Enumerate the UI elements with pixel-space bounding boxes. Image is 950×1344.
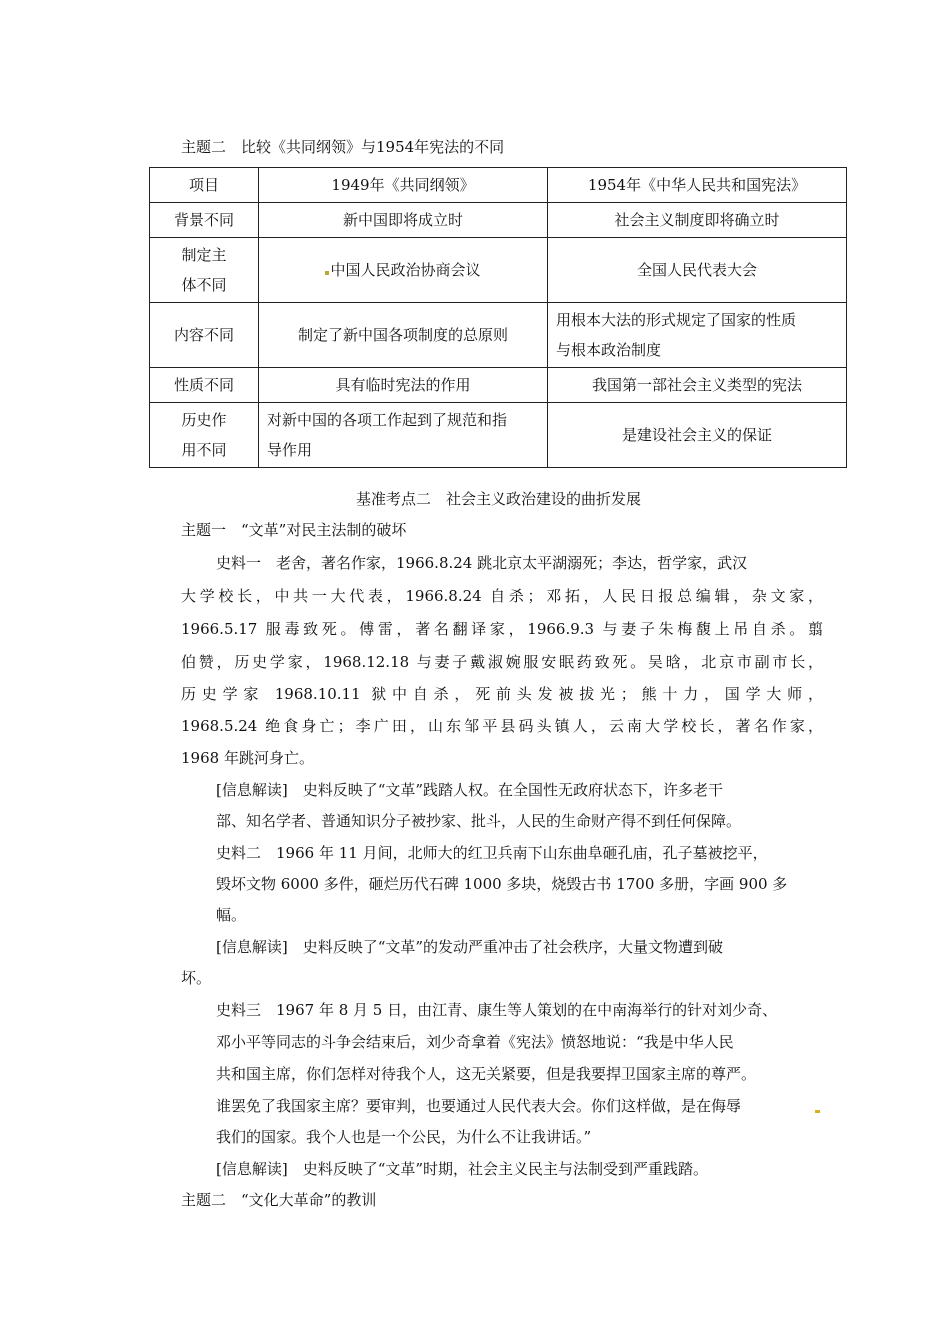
section-title: 基准考点二 社会主义政治建设的曲折发展 (356, 490, 642, 508)
table-cell: 新中国即将成立时 (259, 203, 548, 238)
table-row (150, 303, 847, 368)
comparison-table (149, 167, 847, 468)
interp2-line: [信息解读] 史料反映了“文革”的发动严重冲击了社会秩序，大量文物遭到破 (216, 938, 724, 956)
table-row (150, 238, 847, 303)
material1-line: 1968.5.24 绝食身亡；李广田，山东邹平县码头镇人，云南大学校长，著名作家， (181, 717, 823, 735)
material1-line: 1968 年跳河身亡。 (181, 749, 314, 767)
table-cell-item: 历史作 用不同 (150, 403, 259, 468)
table-header-cell: 项目 (150, 168, 259, 203)
table-cell: 全国人民代表大会 (548, 238, 847, 303)
material1-line: 史料一 老舍，著名作家，1966.8.24 跳北京太平湖溺死；李达，哲学家，武汉 (216, 554, 748, 572)
table-cell: 社会主义制度即将确立时 (548, 203, 847, 238)
table-cell: 制定了新中国各项制度的总原则 (259, 303, 548, 368)
material2-line: 毁坏文物 6000 多件，砸烂历代石碑 1000 多块，烧毁古书 1700 多册，字画 900 多 (216, 875, 788, 893)
table-row (150, 403, 847, 468)
table-row (150, 368, 847, 403)
table-cell: 具有临时宪法的作用 (259, 368, 548, 403)
material2-line: 幅。 (216, 906, 247, 924)
table-row (150, 203, 847, 238)
material3-line: 史料三 1967 年 8 月 5 日，由江青、康生等人策划的在中南海举行的针对刘少奇、 (216, 1001, 778, 1019)
table-cell-item: 背景不同 (150, 203, 259, 238)
table-header-cell: 1949年《共同纲领》 (259, 168, 548, 203)
table-header-row (150, 168, 847, 203)
table-cell-item: 内容不同 (150, 303, 259, 368)
table-cell: 中国人民政治协商会议 (259, 238, 548, 303)
topic2-title: 主题二 比较《共同纲领》与1954年宪法的不同 (181, 138, 505, 156)
table-header-cell: 1954年《中华人民共和国宪法》 (548, 168, 847, 203)
material3-line: 我们的国家。我个人也是一个公民，为什么不让我讲话。” (216, 1128, 592, 1146)
material1-line: 历史学家 1968.10.11 狱中自杀，死前头发被拔光；熊十力，国学大师， (181, 685, 823, 703)
table-cell-item: 制定主 体不同 (150, 238, 259, 303)
material3-line: 邓小平等同志的斗争会结束后，刘少奇拿着《宪法》愤怒地说：“我是中华人民 (216, 1033, 734, 1051)
table-cell: 我国第一部社会主义类型的宪法 (548, 368, 847, 403)
table-cell: 对新中国的各项工作起到了规范和指 导作用 (259, 403, 548, 468)
material2-line: 史料二 1966 年 11 月间，北师大的红卫兵南下山东曲阜砸孔庙，孔子墓被挖平， (216, 844, 768, 862)
scan-mark (815, 1110, 820, 1113)
material1-line: 1966.5.17 服毒致死。傅雷，著名翻译家，1966.9.3 与妻子朱梅馥上吊自杀。翦 (181, 620, 823, 638)
interp3-line: [信息解读] 史料反映了“文革”时期，社会主义民主与法制受到严重践踏。 (216, 1160, 709, 1178)
interp1-line: [信息解读] 史料反映了“文革”践踏人权。在全国性无政府状态下，许多老干 (216, 781, 724, 799)
material3-line: 谁罢免了我国家主席？要审判，也要通过人民代表大会。你们这样做，是在侮辱 (216, 1097, 742, 1115)
table-cell: 用根本大法的形式规定了国家的性质 与根本政治制度 (548, 303, 847, 368)
material1-line: 伯赞，历史学家，1968.12.18 与妻子戴淑婉服安眠药致死。吴晗，北京市副市长， (181, 653, 823, 671)
material3-line: 共和国主席，你们怎样对待我个人，这无关紧要，但是我要捍卫国家主席的尊严。 (216, 1065, 757, 1083)
table-cell-item: 性质不同 (150, 368, 259, 403)
topic1-title: 主题一 “文革”对民主法制的破坏 (181, 521, 407, 539)
interp1-line: 部、知名学者、普通知识分子被抄家、批斗，人民的生命财产得不到任何保障。 (216, 812, 742, 830)
interp2-line: 坏。 (181, 969, 212, 987)
table-cell: 是建设社会主义的保证 (548, 403, 847, 468)
topic2b-title: 主题二 “文化大革命”的教训 (181, 1191, 377, 1209)
scan-mark (325, 271, 329, 275)
material1-line: 大学校长，中共一大代表，1966.8.24 自杀；邓拓，人民日报总编辑，杂文家， (181, 587, 823, 605)
